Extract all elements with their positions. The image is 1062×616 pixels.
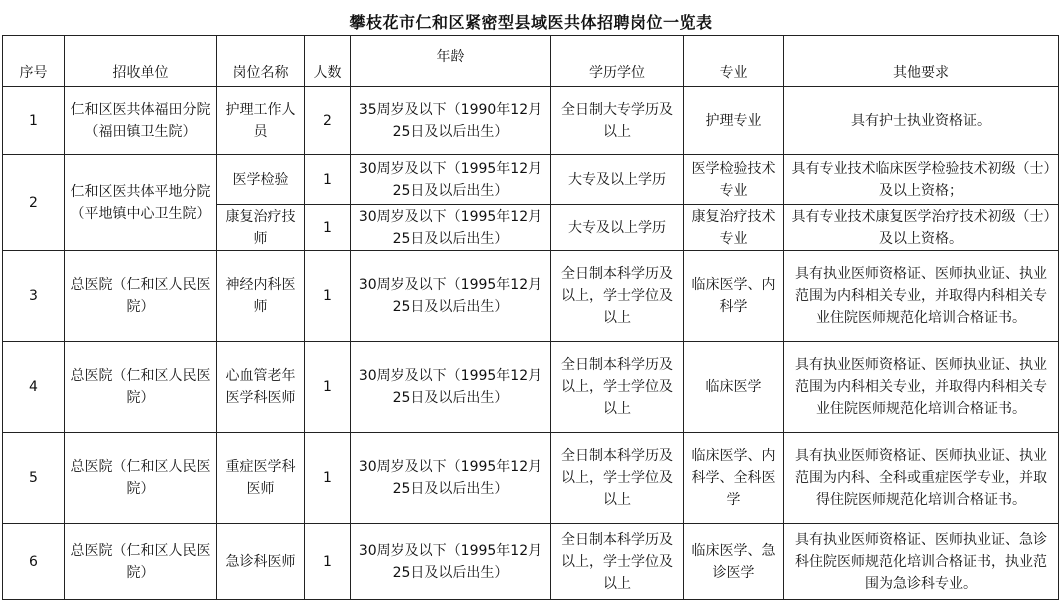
cell-major: 临床医学、内科学 [684,251,784,342]
cell-count: 1 [305,155,351,205]
cell-age: 30周岁及以下（1995年12月25日及以后出生） [351,155,551,205]
cell-count: 1 [305,342,351,433]
cell-count: 1 [305,251,351,342]
table-row [3,342,1059,433]
cell-education: 全日制大专学历及以上 [551,87,684,155]
cell-unit: 总医院（仁和区人民医院） [65,524,217,600]
header-major: 专业 [684,36,784,87]
cell-seq: 6 [3,524,65,600]
cell-major: 临床医学、内科学、全科医学 [684,433,784,524]
cell-position: 康复治疗技师 [217,205,305,251]
cell-age: 30周岁及以下（1995年12月25日及以后出生） [351,251,551,342]
cell-position: 重症医学科医师 [217,433,305,524]
header-education: 学历学位 [551,36,684,87]
cell-major: 医学检验技术专业 [684,155,784,205]
cell-age: 30周岁及以下（1995年12月25日及以后出生） [351,433,551,524]
cell-education: 全日制本科学历及以上，学士学位及以上 [551,342,684,433]
cell-other: 具有执业医师资格证、医师执业证、执业范围为内科、全科或重症医学专业，并取得住院医师规范化培训合格证书。 [784,433,1059,524]
cell-major: 临床医学 [684,342,784,433]
header-count: 人数 [305,36,351,87]
header-age-label: 年龄 [436,49,465,65]
table-row [3,524,1059,600]
recruitment-table [2,35,1059,600]
table-row [3,155,1059,205]
table-header-row [3,36,1059,87]
cell-count: 1 [305,433,351,524]
cell-other: 具有专业技术康复医学治疗技术初级（士）及以上资格。 [784,205,1059,251]
header-position: 岗位名称 [217,36,305,87]
cell-age: 30周岁及以下（1995年12月25日及以后出生） [351,342,551,433]
cell-seq: 3 [3,251,65,342]
cell-other: 具有护士执业资格证。 [784,87,1059,155]
cell-count: 1 [305,205,351,251]
cell-education: 全日制本科学历及以上，学士学位及以上 [551,524,684,600]
cell-count: 1 [305,524,351,600]
cell-seq: 4 [3,342,65,433]
cell-position: 心血管老年医学科医师 [217,342,305,433]
cell-major: 护理专业 [684,87,784,155]
cell-education: 大专及以上学历 [551,155,684,205]
cell-other: 具有执业医师资格证、医师执业证、急诊科住院医师规范化培训合格证书，执业范围为急诊科专业。 [784,524,1059,600]
cell-major: 康复治疗技术专业 [684,205,784,251]
header-seq: 序号 [3,36,65,87]
cell-education: 全日制本科学历及以上，学士学位及以上 [551,251,684,342]
cell-other: 具有执业医师资格证、医师执业证、执业范围为内科相关专业，并取得内科相关专业住院医师规范化培训合格证书。 [784,251,1059,342]
cell-other: 具有执业医师资格证、医师执业证、执业范围为内科相关专业，并取得内科相关专业住院医师规范化培训合格证书。 [784,342,1059,433]
cell-unit: 仁和区医共体福田分院（福田镇卫生院） [65,87,217,155]
cell-position: 医学检验 [217,155,305,205]
cell-seq: 1 [3,87,65,155]
table-row [3,251,1059,342]
cell-position: 急诊科医师 [217,524,305,600]
table-row [3,433,1059,524]
cell-unit: 总医院（仁和区人民医院） [65,251,217,342]
header-age [351,36,551,87]
cell-seq: 5 [3,433,65,524]
cell-education: 大专及以上学历 [551,205,684,251]
page-title: 攀枝花市仁和区紧密型县域医共体招聘岗位一览表 [349,13,713,32]
header-unit: 招收单位 [65,36,217,87]
cell-unit: 总医院（仁和区人民医院） [65,433,217,524]
header-other: 其他要求 [784,36,1059,87]
cell-unit: 仁和区医共体平地分院（平地镇中心卫生院） [65,155,217,251]
cell-education: 全日制本科学历及以上，学士学位及以上 [551,433,684,524]
cell-major: 临床医学、急诊医学 [684,524,784,600]
cell-age: 35周岁及以下（1990年12月25日及以后出生） [351,87,551,155]
cell-unit: 总医院（仁和区人民医院） [65,342,217,433]
cell-age: 30周岁及以下（1995年12月25日及以后出生） [351,524,551,600]
cell-position: 护理工作人员 [217,87,305,155]
cell-other: 具有专业技术临床医学检验技术初级（士）及以上资格； [784,155,1059,205]
cell-age: 30周岁及以下（1995年12月25日及以后出生） [351,205,551,251]
table-row [3,87,1059,155]
cell-position: 神经内科医师 [217,251,305,342]
cell-count: 2 [305,87,351,155]
cell-seq: 2 [3,155,65,251]
